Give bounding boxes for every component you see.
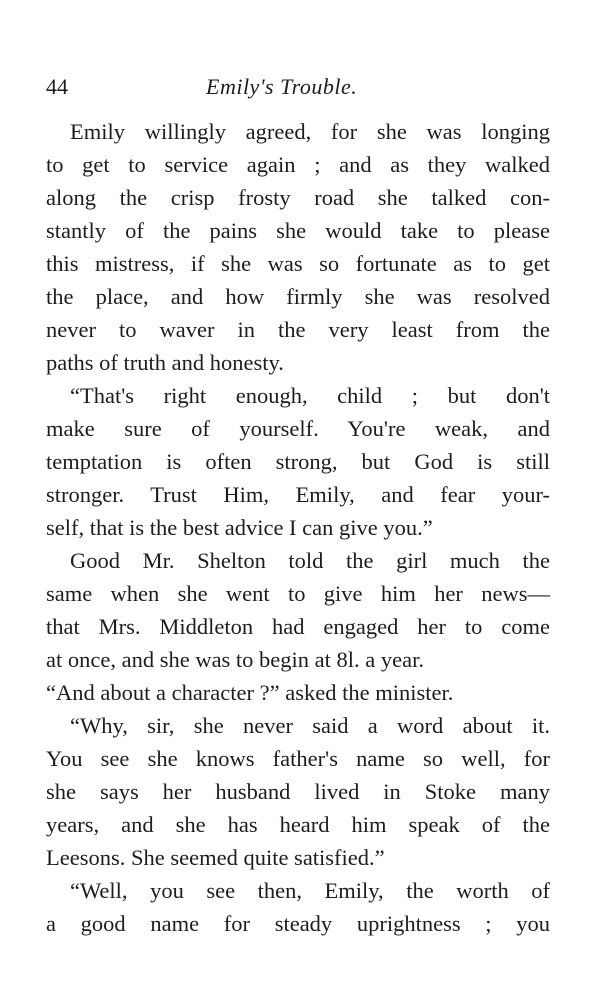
text-line: Leesons. She seemed quite satisfied.”	[46, 845, 385, 870]
running-title: Emily's Trouble.	[206, 74, 358, 99]
text-line: that Mrs. Middleton had engaged her to come	[46, 614, 550, 639]
text-line: “And about a character ?” asked the minister.	[46, 680, 454, 705]
text-line: temptation is often strong, but God is still	[46, 449, 550, 474]
text-line: You see she knows father's name so well, for	[46, 746, 550, 771]
text-line: years, and she has heard him speak of the	[46, 812, 550, 837]
text-line: stronger. Trust Him, Emily, and fear your-	[46, 482, 550, 507]
text-line: “Why, sir, she never said a word about it.	[70, 713, 550, 738]
text-line: Emily willingly agreed, for she was longing	[70, 119, 550, 144]
text-line: this mistress, if she was so fortunate as to get	[46, 251, 550, 276]
text-line: along the crisp frosty road she talked con-	[46, 185, 550, 210]
page-number: 44	[46, 74, 68, 99]
text-line: stantly of the pains she would take to please	[46, 218, 550, 243]
text-line: to get to service again ; and as they walked	[46, 152, 550, 177]
text-line: make sure of yourself. You're weak, and	[46, 416, 550, 441]
text-line: she says her husband lived in Stoke many	[46, 779, 550, 804]
text-line: never to waver in the very least from the	[46, 317, 550, 342]
text-line: self, that is the best advice I can give you.”	[46, 515, 433, 540]
body-text	[46, 115, 550, 940]
text-line: “Well, you see then, Emily, the worth of	[70, 878, 550, 903]
text-line: Good Mr. Shelton told the girl much the	[70, 548, 550, 573]
text-line: paths of truth and honesty.	[46, 350, 284, 375]
text-line: “That's right enough, child ; but don't	[70, 383, 550, 408]
text-line: the place, and how firmly she was resolved	[46, 284, 550, 309]
running-head	[46, 70, 550, 104]
text-line: at once, and she was to begin at 8l. a year.	[46, 647, 424, 672]
text-line: same when she went to give him her news—	[46, 581, 550, 606]
text-line: a good name for steady uprightness ; you	[46, 911, 550, 936]
